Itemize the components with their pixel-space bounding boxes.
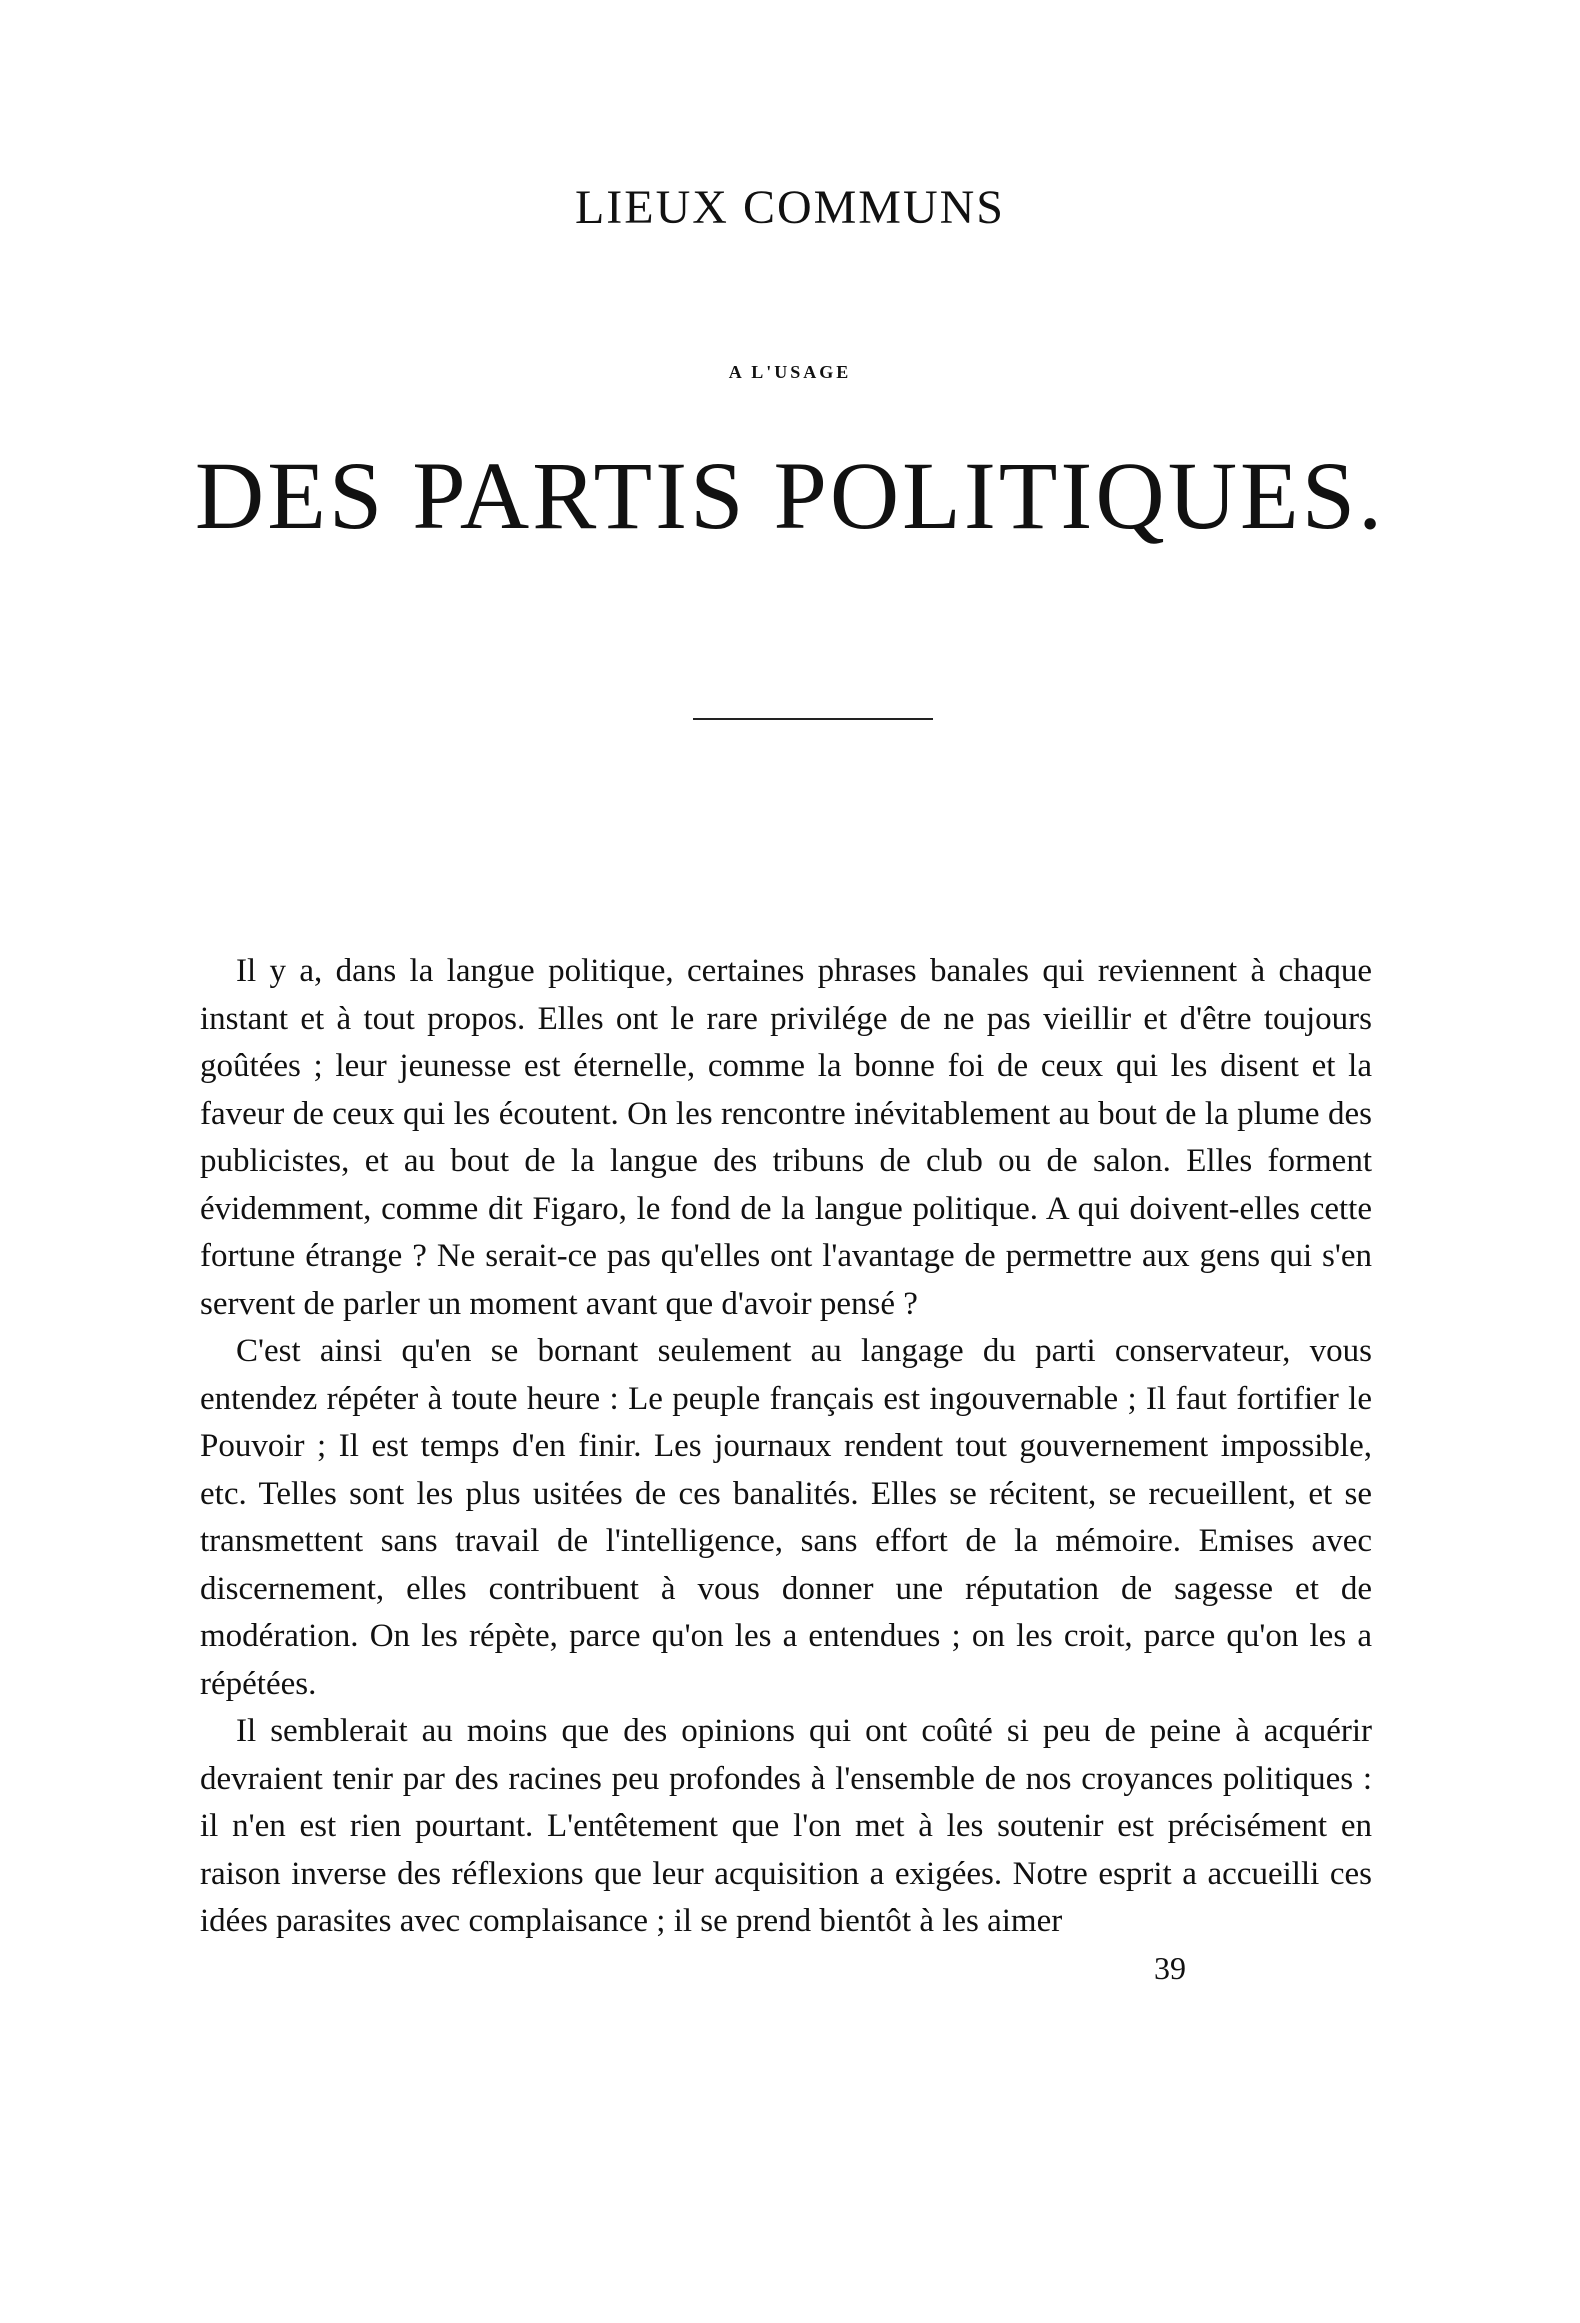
running-title: LIEUX COMMUNS [574,181,1005,234]
paragraph: Il y a, dans la langue politique, certaines phrases banales qui reviennent à chaque instant et à tout propos. Elles ont le rare privilége de ne pas vieillir et d'être toujours goûtées ; leur jeunesse est éternelle, comme la bonne foi de ceux qui les disent et la faveur de ceux qui les écoutent. On les rencontre inévitablement au bout de la plume des publicistes, et au bout de la langue des tribuns de club ou de salon. Elles forment évidemment, comme dit Figaro, le fond de la langue politique. A qui doivent-elles cette fortune étrange ? Ne serait-ce pas qu'elles ont l'avantage de permettre aux gens qui s'en servent de parler un moment avant que d'avoir pensé ? [200,953,1372,1322]
page-number: 39 [1154,1950,1186,1986]
subtitle-small: A L'USAGE [728,362,852,382]
body-text [200,948,1372,1946]
title-divider [693,718,933,720]
chapter-title: DES PARTIS POLITIQUES. [194,442,1386,549]
paragraph: Il semblerait au moins que des opinions qui ont coûté si peu de peine à acquérir devraient tenir par des racines peu profondes à l'ensemble de nos croyances politiques : il n'en est rien pourtant. L'entêtement que l'on met à les soutenir est précisément en raison inverse des réflexions que leur acquisition a exigées. Notre esprit a accueilli ces idées parasites avec complaisance ; il se prend bientôt à les aimer [200,1713,1372,1939]
paragraph: C'est ainsi qu'en se bornant seulement au langage du parti conservateur, vous entendez répéter à toute heure : Le peuple français est ingouvernable ; Il faut fortifier le Pouvoir ; Il est temps d'en finir. Les journaux rendent tout gouvernement impossible, etc. Telles sont les plus usitées de ces banalités. Elles se récitent, se recueillent, et se transmettent sans travail de l'intelligence, sans effort de la mémoire. Emises avec discernement, elles contribuent à vous donner une réputation de sagesse et de modération. On les répète, parce qu'on les a entendues ; on les croit, parce qu'on les a répétées. [200,1333,1372,1702]
